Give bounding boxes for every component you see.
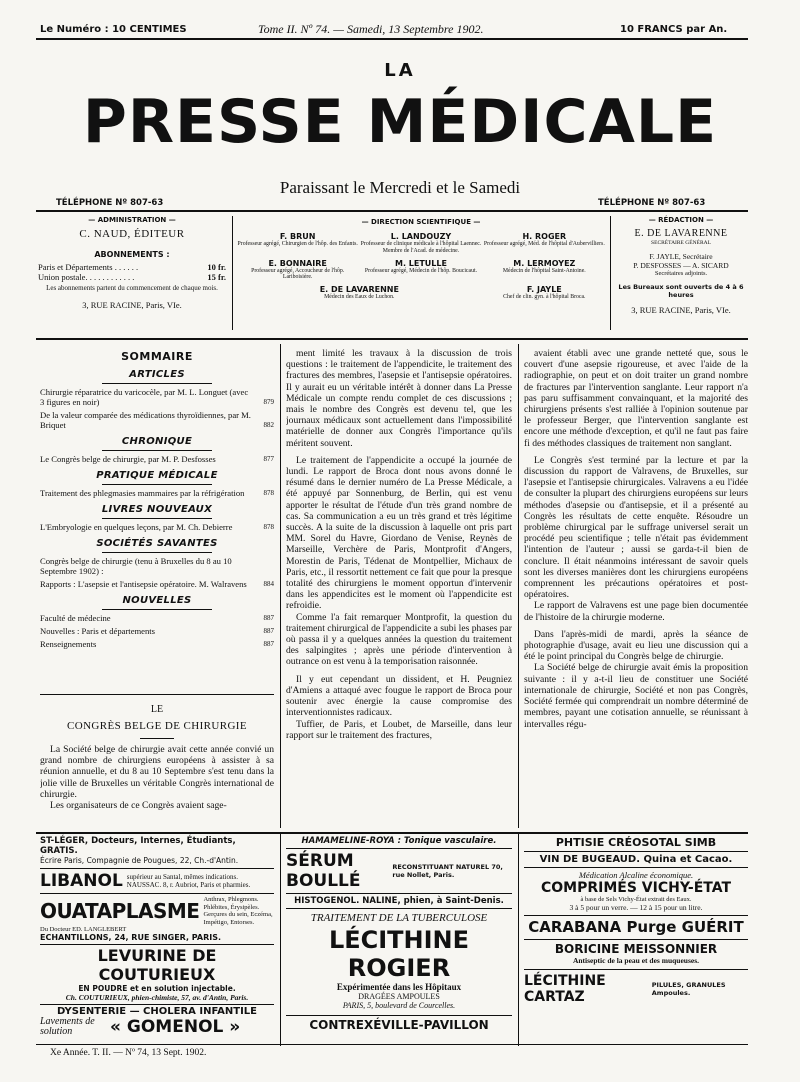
sommaire-list: [40, 369, 274, 649]
article-paragraph: ment limité les travaux à la discussion de trois questions : le traitement de l'appendicite, le traitement des fractures des membres, l'asepsie et l'antisepsie opératoires. Il y aurait eu un véritable intérêt à donner dans La Presse Médicale un compte rendu complet de ces discussions ; mais le nombre des Congrès est devenu tel, que les journaux médicaux sont actuellement dans l'impossibilité matérielle de donner aux Congrès l'importance qu'ils méritent souvent.: [286, 348, 512, 449]
phone-left: TÉLÉPHONE Nº 807-63: [56, 198, 164, 208]
column-divider-1: [280, 344, 281, 828]
sommaire-item-text: Nouvelles : Paris et départements: [40, 626, 156, 636]
ads-column-2: [286, 836, 512, 1046]
sommaire-item-page: 882: [263, 421, 274, 429]
director-8: [483, 285, 606, 301]
sommaire-item: [40, 387, 274, 407]
sommaire-item-page: 878: [263, 523, 274, 531]
article-paragraph: Tuffier, de Paris, et Loubet, de Marseille, dans leur rapport sur le traitement des fractures,: [286, 718, 512, 741]
sommaire-section-rule: [102, 609, 212, 610]
subscription-union: Union postale. . . . . . . . . . . . 15 fr.: [38, 272, 226, 282]
masthead-title: PRESSE MÉDICALE: [82, 87, 718, 157]
footer-line: Xe Année. T. II. — Nº 74, 13 Sept. 1902.: [50, 1048, 207, 1058]
sommaire-item: [40, 488, 274, 498]
sommaire-title: SOMMAIRE: [121, 350, 193, 363]
sommaire-item: [40, 454, 274, 464]
article-paragraph: Dans l'après-midi de mardi, après la séance de photographie d'usage, avait eu lieu une discussion qui a été le point principal du Congrès belge de chirurgie.: [524, 628, 748, 663]
director-role: Professeur de clinique médicale à l'hôpital Laennec. Membre de l'Acad. de médecine.: [360, 241, 482, 254]
ad-contrexeville: CONTREXÉVILLE-PAVILLON: [286, 1015, 512, 1032]
article-paragraph: Le Congrès s'est terminé par la lecture et par la discussion du rapport de Valravens, de Bruxelles, sur l'asepsie et l'antisepsie chirurgicales. Valravens a eu l'idée de consulter la plupart des chirurgiens européens sur leurs méthodes d'asepsie ou d'antisepsie, et il a présenté au Congrès les résultats de cette enquête. Résoudre un problème chirurgical par le suffrage universel serait un procédé peu scientifique ; telle n'était pas évidemment l'intention de l'auteur ; aussi se garda-t-il bien de conclure. Il était néanmoins intéressant de savoir quels sont les diverses manières dont les chirurgiens européens comprennent les précautions opératoires et post-opératoires.: [524, 454, 748, 601]
sommaire-item: [40, 639, 274, 649]
sommaire-item: [40, 522, 274, 532]
top-rule: [36, 38, 748, 40]
administration-address: 3, RUE RACINE, Paris, VIe.: [82, 300, 182, 310]
director-role: Professeur agrégé, Méd. de l'hôpital d'Aubervilliers.: [483, 241, 605, 247]
redaction-address: 3, RUE RACINE, Paris, VIe.: [631, 305, 731, 315]
header-divider-2: [610, 216, 611, 330]
tagline: Paraissant le Mercredi et le Samedi: [279, 178, 521, 197]
ad-carabana: CARABANA Purge GUÉRIT: [524, 915, 748, 936]
ad-tuberculose-heading: TRAITEMENT DE LA TUBERCULOSE: [286, 908, 512, 924]
redaction-chief-title: SECRÉTAIRE GÉNÉRAL: [651, 240, 711, 246]
sommaire-section-heading: PRATIQUE MÉDICALE: [96, 470, 218, 481]
editor-name: C. NAUD, ÉDITEUR: [79, 228, 185, 240]
ads-divider-1: [280, 834, 281, 1046]
ad-lecithine-rogier-address: PARIS, 5, boulevard de Courcelles.: [342, 1001, 456, 1010]
sommaire-item-text: Chirurgie réparatrice du varicocèle, par M. L. Longuet (avec 3 figures en noir): [40, 387, 249, 407]
sommaire-section-heading: SOCIÉTÉS SAVANTES: [96, 538, 218, 549]
ad-levurine-form: EN POUDRE et en solution injectable.: [78, 984, 236, 993]
masthead-la: LA: [384, 60, 416, 81]
ad-lecithine-rogier-tested: Expérimentée dans les Hôpitaux: [336, 982, 462, 992]
ads-top-rule: [36, 832, 748, 834]
redaction-box: [614, 216, 748, 332]
ad-ouataplasme-address: ECHANTILLONS, 24, RUE SINGER, PARIS.: [40, 933, 222, 942]
ad-vichy-etat: COMPRIMÉS VICHY-ÉTAT: [540, 880, 732, 896]
sommaire: [40, 350, 274, 690]
ad-vichy-heading: Médication Alcaline économique.: [524, 867, 748, 880]
director-5: [359, 259, 482, 282]
ads-column-3: [524, 836, 748, 1046]
article-paragraph: Les organisateurs de ce Congrès avaient sage-: [50, 800, 227, 812]
sommaire-section-heading: ARTICLES: [129, 369, 185, 380]
director-1: [236, 232, 359, 255]
sommaire-item-page: 884: [263, 580, 274, 588]
ad-vichy-composition: à base de Sels Vichy-État extrait des Eaux.: [580, 896, 692, 903]
ads-column-1: [40, 836, 274, 1046]
sommaire-item-text: L'Embryologie en quelques leçons, par M. Ch. Debierre: [40, 522, 233, 532]
ad-boricine: BORICINE MEISSONNIER: [524, 939, 748, 956]
director-name: H. ROGER: [522, 232, 567, 241]
masthead-rule: [36, 210, 748, 212]
sommaire-item-text: Traitement des phlegmasies mammaires par la réfrigération: [40, 488, 245, 498]
subscriptions-heading: ABONNEMENTS :: [94, 250, 170, 259]
administration-heading: — ADMINISTRATION —: [88, 216, 176, 224]
sommaire-item: [40, 613, 274, 623]
ads-divider-2: [518, 834, 519, 1046]
subscription-note: Les abonnements partent du commencement de chaque mois.: [46, 284, 218, 292]
redaction-assistants-title: Secrétaires adjoints.: [654, 270, 708, 277]
ad-vin-bugeaud: VIN DE BUGEAUD. Quina et Cacao.: [524, 851, 748, 865]
director-name: F. JAYLE: [526, 285, 562, 295]
header-bottom-rule: [36, 338, 748, 340]
director-4: [236, 259, 359, 282]
redaction-hours: Les Bureaux sont ouverts de 4 à 6 heures: [618, 283, 744, 299]
header-divider-1: [232, 216, 233, 330]
sommaire-item-text: Renseignements: [40, 639, 97, 649]
sommaire-section-rule: [102, 552, 212, 553]
ad-phtisie: PHTISIE CRÉOSOTAL SIMB: [555, 836, 717, 849]
sommaire-section-rule: [102, 484, 212, 485]
article-column-1: [40, 744, 274, 828]
article-paragraph: Le traitement de l'appendicite a occupé la journée de lundi. Le rapport de Broca dont nous avons donné le résumé dans le dernier numéro de La Presse Médicale, a été appuyé par Sonnenburg, de Berlin, qui est venu apporter le résultat de l'étude d'un très grand nombre de cas. Sa communication a eu un très grand et très légitime succès. A la suite de la discussion à laquelle ont pris part MM. Sorel du Havre, Giordano de Venise, Reynès de Marseille, Verchère de Paris, Montprofit d'Angers, Morestin de Paris, Tédenat de Montpellier, Michaux de Paris, etc., il ressortit nettement ce fait que pour la presque totalité des chirurgiens le moment opportun d'intervenir dans les appendicites est le moment où l'appendicite est refroidie.: [286, 454, 512, 612]
issue-line: Tome II. Nº 74. — Samedi, 13 Septembre 1902.: [258, 22, 484, 36]
ad-libanol: LIBANOL supérieur au Santal, mêmes indications. NAUSSAC. 8, r. Aubriot, Paris et pharmies.: [40, 868, 274, 891]
director-6: [483, 259, 606, 282]
subscription-paris: Paris et Départements . . . . . . 10 fr.: [38, 262, 226, 272]
ad-histogenol: HISTOGENOL. NALINE, phien, à Saint-Denis.: [286, 893, 512, 906]
article-paragraph: avaient établi avec une grande netteté que, sous le couvert d'une asepsie rigoureuse, et avec l'aide de la radiographie, on peut et on doit traiter un grand nombre de fractures par l'intervention sanglante. Leur rapport n'a pas paru suffisamment convainquant, et la majorité des chirurgiens présents s'est ralliée à l'opinion soutenue par le professeur Berger, que l'intervention sanglante est encore une méthode d'exception, et qu'il ne faut pas faire fi des méthodes classiques de traitement non sanglant.: [524, 348, 748, 449]
article-title: CONGRÈS BELGE DE CHIRURGIE: [67, 720, 247, 732]
sommaire-item-page: 878: [263, 489, 274, 497]
sommaire-item: [40, 410, 274, 430]
sommaire-section-rule: [102, 518, 212, 519]
director-role: Médecin de l'hôpital Saint-Antoine.: [502, 267, 586, 274]
article-kicker: LE: [150, 704, 164, 715]
redaction-assistants: P. DESFOSSES — A. SICARD: [633, 261, 729, 270]
director-role: Médecin des Eaux de Luchon.: [324, 294, 395, 301]
sommaire-item-page: 887: [263, 627, 274, 635]
director-role: Professeur agrégé, Médecin de l'hôp. Boucicaut.: [364, 267, 478, 274]
price-label: Le Numéro : 10 CENTIMES: [40, 24, 187, 35]
direction-grid: [236, 232, 606, 301]
direction-heading: — DIRECTION SCIENTIFIQUE —: [361, 218, 481, 226]
ad-levurine-address: Ch. COUTURIEUX, phien-chimiste, 57, av. d'Antin, Paris.: [65, 993, 249, 1002]
director-2: [359, 232, 482, 255]
sommaire-item-text: Rapports : L'asepsie et l'antisepsie opératoire. M. Walravens: [40, 579, 247, 589]
sommaire-section-heading: NOUVELLES: [122, 595, 192, 606]
administration-box: [38, 216, 226, 332]
ad-st-leger: ST-LÉGER, Docteurs, Internes, Étudiants, GRATIS.: [40, 836, 236, 856]
article-paragraph: Le rapport de Valravens est une page bien documentée de l'histoire de la chirurgie moderne.: [524, 600, 748, 623]
sommaire-section-rule: [102, 450, 212, 451]
director-name: L. LANDOUZY: [390, 232, 452, 241]
ad-gomenol: Lavements de solution « GOMENOL »: [40, 1016, 241, 1037]
phone-right: TÉLÉPHONE Nº 807-63: [598, 198, 706, 208]
director-role: Chef de clin. gyn. à l'hôpital Broca.: [503, 294, 586, 301]
article-paragraph: La Société belge de chirurgie avait cette année convié un grand nombre de chirurgiens européens à assister à sa réunion annuelle, et du 8 au 10 Septembre s'est tenu dans la jolie ville de Bruxelles un véritable Congrès international de chirurgie.: [40, 744, 274, 800]
sommaire-item-text: Congrès belge de chirurgie (tenu à Bruxelles du 8 au 10 Septembre 1902) :: [40, 556, 232, 576]
sommaire-section-rule: [102, 383, 212, 384]
ad-gomenol-heading: DYSENTERIE — CHOLERA INFANTILE: [40, 1004, 274, 1017]
footer-rule: [36, 1044, 748, 1045]
article-paragraph: Il y eut cependant un dissident, et H. Peugniez d'Amiens a attaqué avec fougue le rapport de Broca pour soutenir avec énergie la cause compromise des interventionnistes radicaux.: [286, 673, 512, 719]
ad-lecithine-rogier: LÉCITHINE ROGIER: [328, 926, 470, 982]
director-name: M. LERMOYEZ: [513, 258, 576, 268]
article-title-rule: [140, 738, 174, 739]
ad-lecithine-cartaz: LÉCITHINE CARTAZ PILULES, GRANULES Ampoules.: [524, 969, 748, 1005]
ad-serum-boulle: SÉRUM BOULLÉ RECONSTITUANT NATUREL 70, rue Nollet, Paris.: [286, 848, 512, 891]
article-paragraph: La Société belge de chirurgie avait émis la proposition suivante : il y a-t-il lieu de constituer une Société internationale de chirurgie, Société et non pas Congrès, Société fermée qui comprendrait un nombre déterminé de membres, payant une cotisation annuelle, se réunissant à intervalles régu-: [524, 662, 748, 730]
redaction-secretary: F. JAYLE, Secrétaire: [649, 252, 713, 261]
director-name: E. BONNAIRE: [268, 258, 327, 268]
direction-box: [236, 218, 606, 332]
director-role: Professeur agrégé, Accoucheur de l'hôp. Lariboisière.: [251, 267, 345, 281]
sommaire-item: [40, 579, 274, 589]
column-divider-2: [518, 344, 519, 828]
director-name: E. DE LAVARENNE: [319, 285, 399, 295]
ad-st-leger-address: Écrire Paris, Compagnie de Pougues, 22, Ch.-d'Antin.: [40, 856, 239, 865]
redaction-heading: — RÉDACTION —: [648, 216, 714, 224]
director-name: F. BRUN: [279, 232, 316, 241]
director-7: [236, 285, 483, 301]
article-column-2: [286, 348, 512, 828]
ad-ouataplasme-doctor: Du Docteur ED. LANGLEBERT: [40, 926, 127, 933]
director-role: Professeur agrégé, Chirurgien de l'hôp. des Enfants.: [237, 241, 358, 247]
sommaire-item-page: 879: [263, 398, 274, 406]
sommaire-item-text: De la valeur comparée des médications thyroïdiennes, par M. Briquet: [40, 410, 251, 430]
ad-ouataplasme: OUATAPLASME Anthrax, Phlegmons. Phlébites, Érysipèles. Gerçures du sein, Eczéma, Impétigo, Entorses.: [40, 893, 274, 926]
sommaire-rule: [40, 694, 274, 695]
sommaire-item-page: 877: [263, 455, 274, 463]
ad-lecithine-rogier-forms: DRAGÉES AMPOULES: [358, 992, 440, 1001]
ad-boricine-use: Antiseptic de la peau et des muqueuses.: [572, 956, 700, 965]
redaction-chief: E. DE LAVARENNE: [634, 228, 728, 239]
subscription-label: 10 FRANCS par An.: [620, 24, 728, 35]
sommaire-item-text: Faculté de médecine: [40, 613, 111, 623]
sommaire-item: [40, 556, 274, 576]
article-paragraph: Comme l'a fait remarquer Montprofit, la question du traitement chirurgical de l'appendicite a subi les phases par où passa il y a quelques années la question du traitement des salpingites ; après une période d'intervention à outrance on est venu à la temporisation raisonnée.: [286, 611, 512, 668]
sommaire-item-page: 887: [263, 614, 274, 622]
article-column-3: [524, 348, 748, 828]
ad-levurine: LEVURINE DE COUTURIEUX: [40, 944, 274, 984]
sommaire-item-text: Le Congrès belge de chirurgie, par M. P. Desfosses: [40, 454, 216, 464]
director-name: M. LETULLE: [395, 258, 447, 268]
sommaire-section-heading: CHRONIQUE: [121, 436, 193, 447]
director-3: [483, 232, 606, 255]
sommaire-item: [40, 626, 274, 636]
sommaire-item-page: 887: [263, 640, 274, 648]
ad-hamameline: HAMAMELINE-ROYA : Tonique vasculaire.: [301, 836, 497, 846]
ad-vichy-dosage: 3 à 5 pour un verre. — 12 à 15 pour un litre.: [569, 903, 703, 912]
sommaire-section-heading: LIVRES NOUVEAUX: [101, 504, 213, 515]
